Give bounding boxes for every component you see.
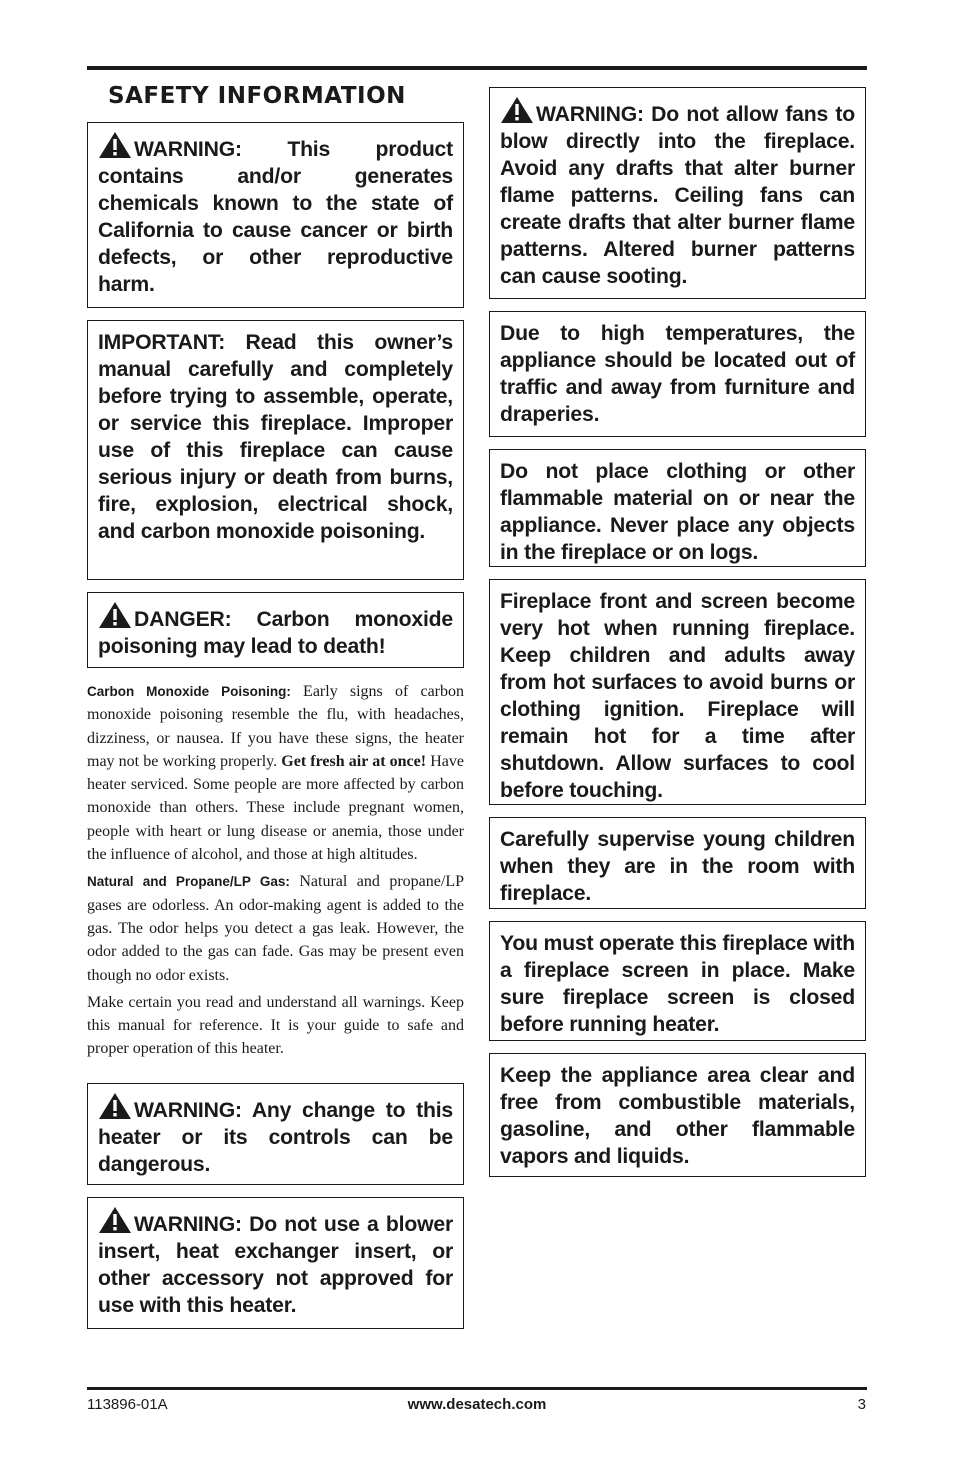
clothing-text: Do not place clothing or other flammable material on or near the appliance. Never place any objects in the fireplace or on logs. — [500, 460, 855, 564]
temperatures-box — [489, 311, 866, 437]
warning-prop65-box — [87, 122, 464, 308]
supervise-box — [489, 817, 866, 909]
clear-area-box — [489, 1053, 866, 1177]
supervise-text: Carefully supervise young children when they are in the room with fireplace. — [500, 828, 855, 905]
screen-box — [489, 921, 866, 1041]
hot-front-text: Fireplace front and screen become very hot when running fireplace. Keep children and adults away from hot surfaces to avoid burns or clothing ignition. Fireplace will remain hot for a time after shutdown. Allow surfaces to cool before touching. — [500, 590, 855, 802]
warning-fans-text: WARNING: Do not allow fans to blow directly into the fireplace. Avoid any drafts that alter burner flame patterns. Ceiling fans can create drafts that alter burner flame patterns. Altered burner patterns can cause sooting. — [500, 103, 855, 288]
warning-triangle-icon — [98, 131, 132, 159]
clothing-box — [489, 449, 866, 567]
top-rule — [87, 66, 867, 70]
warning-triangle-icon — [500, 96, 534, 124]
co-bold-text: Get fresh air at once! — [281, 752, 427, 770]
danger-box — [87, 592, 464, 668]
right-column — [489, 87, 866, 1189]
warning-change-text: WARNING: Any change to this heater or its controls can be dangerous. — [98, 1098, 453, 1176]
warning-fans-box — [489, 87, 866, 299]
screen-text: You must operate this fireplace with a fireplace screen in place. Make sure fireplace screen is closed before running heater. — [500, 932, 856, 1036]
left-column — [87, 80, 464, 1341]
gas-heading: Natural and Propane/LP Gas: — [87, 874, 290, 890]
co-paragraph: Carbon Monoxide Poisoning: Early signs of carbon monoxide poisoning resemble the flu, with headaches, dizziness, or nausea. If you have these signs, the heater may not be working properly. Get fresh air at once! Have heater serviced. Some people are more affected by carbon monoxide than others. These include pregnant women, people with heart or lung disease or anemia, those under the influence of alcohol, and those at high altitudes. — [87, 683, 464, 864]
warning-prop65-text: WARNING: This product contains and/or generates chemicals known to the state of California to cause cancer or birth defects, or other reproductive harm. — [98, 138, 453, 296]
clear-area-text: Keep the appliance area clear and free from combustible materials, gasoline, and other flammable vapors and liquids. — [500, 1064, 855, 1168]
gas-paragraph: Natural and Propane/LP Gas: Natural and propane/LP gases are odorless. An odor-making agent is added to the gas. The odor helps you detect a gas leak. However, the odor added to the gas can fade. Gas may be present even though no odor exists. — [87, 873, 464, 984]
important-box — [87, 320, 464, 580]
important-text: IMPORTANT: Read this owner’s manual carefully and completely before trying to assemble, operate, or service this fireplace. Improper use of this fireplace can cause serious injury or death from burns, fire, explosion, electrical shock, and carbon monoxide poisoning. — [98, 331, 453, 543]
website-link[interactable]: www.desatech.com — [407, 1396, 547, 1413]
bottom-rule — [87, 1387, 867, 1390]
hot-front-box — [489, 579, 866, 805]
page-number: 3 — [857, 1396, 866, 1413]
warning-triangle-icon — [98, 1092, 132, 1120]
warning-triangle-icon — [98, 601, 132, 629]
warning-blower-text: WARNING: Do not use a blower insert, heat exchanger insert, or other accessory not approved for use with this heater. — [98, 1212, 453, 1317]
warning-change-box — [87, 1083, 464, 1185]
co-heading: Carbon Monoxide Poisoning: — [87, 684, 291, 699]
warning-blower-box — [87, 1197, 464, 1329]
warning-triangle-icon — [98, 1206, 132, 1234]
danger-text: DANGER: Carbon monoxide poisoning may lead to death! — [98, 608, 453, 658]
doc-number: 113896-01A — [87, 1396, 168, 1413]
temperatures-text: Due to high temperatures, the appliance should be located out of traffic and away from furniture and draperies. — [500, 322, 855, 426]
read-paragraph: Make certain you read and understand all warnings. Keep this manual for reference. It is your guide to safe and proper operation of this heater. — [87, 993, 464, 1058]
page-title: SAFETY INFORMATION — [108, 83, 406, 109]
